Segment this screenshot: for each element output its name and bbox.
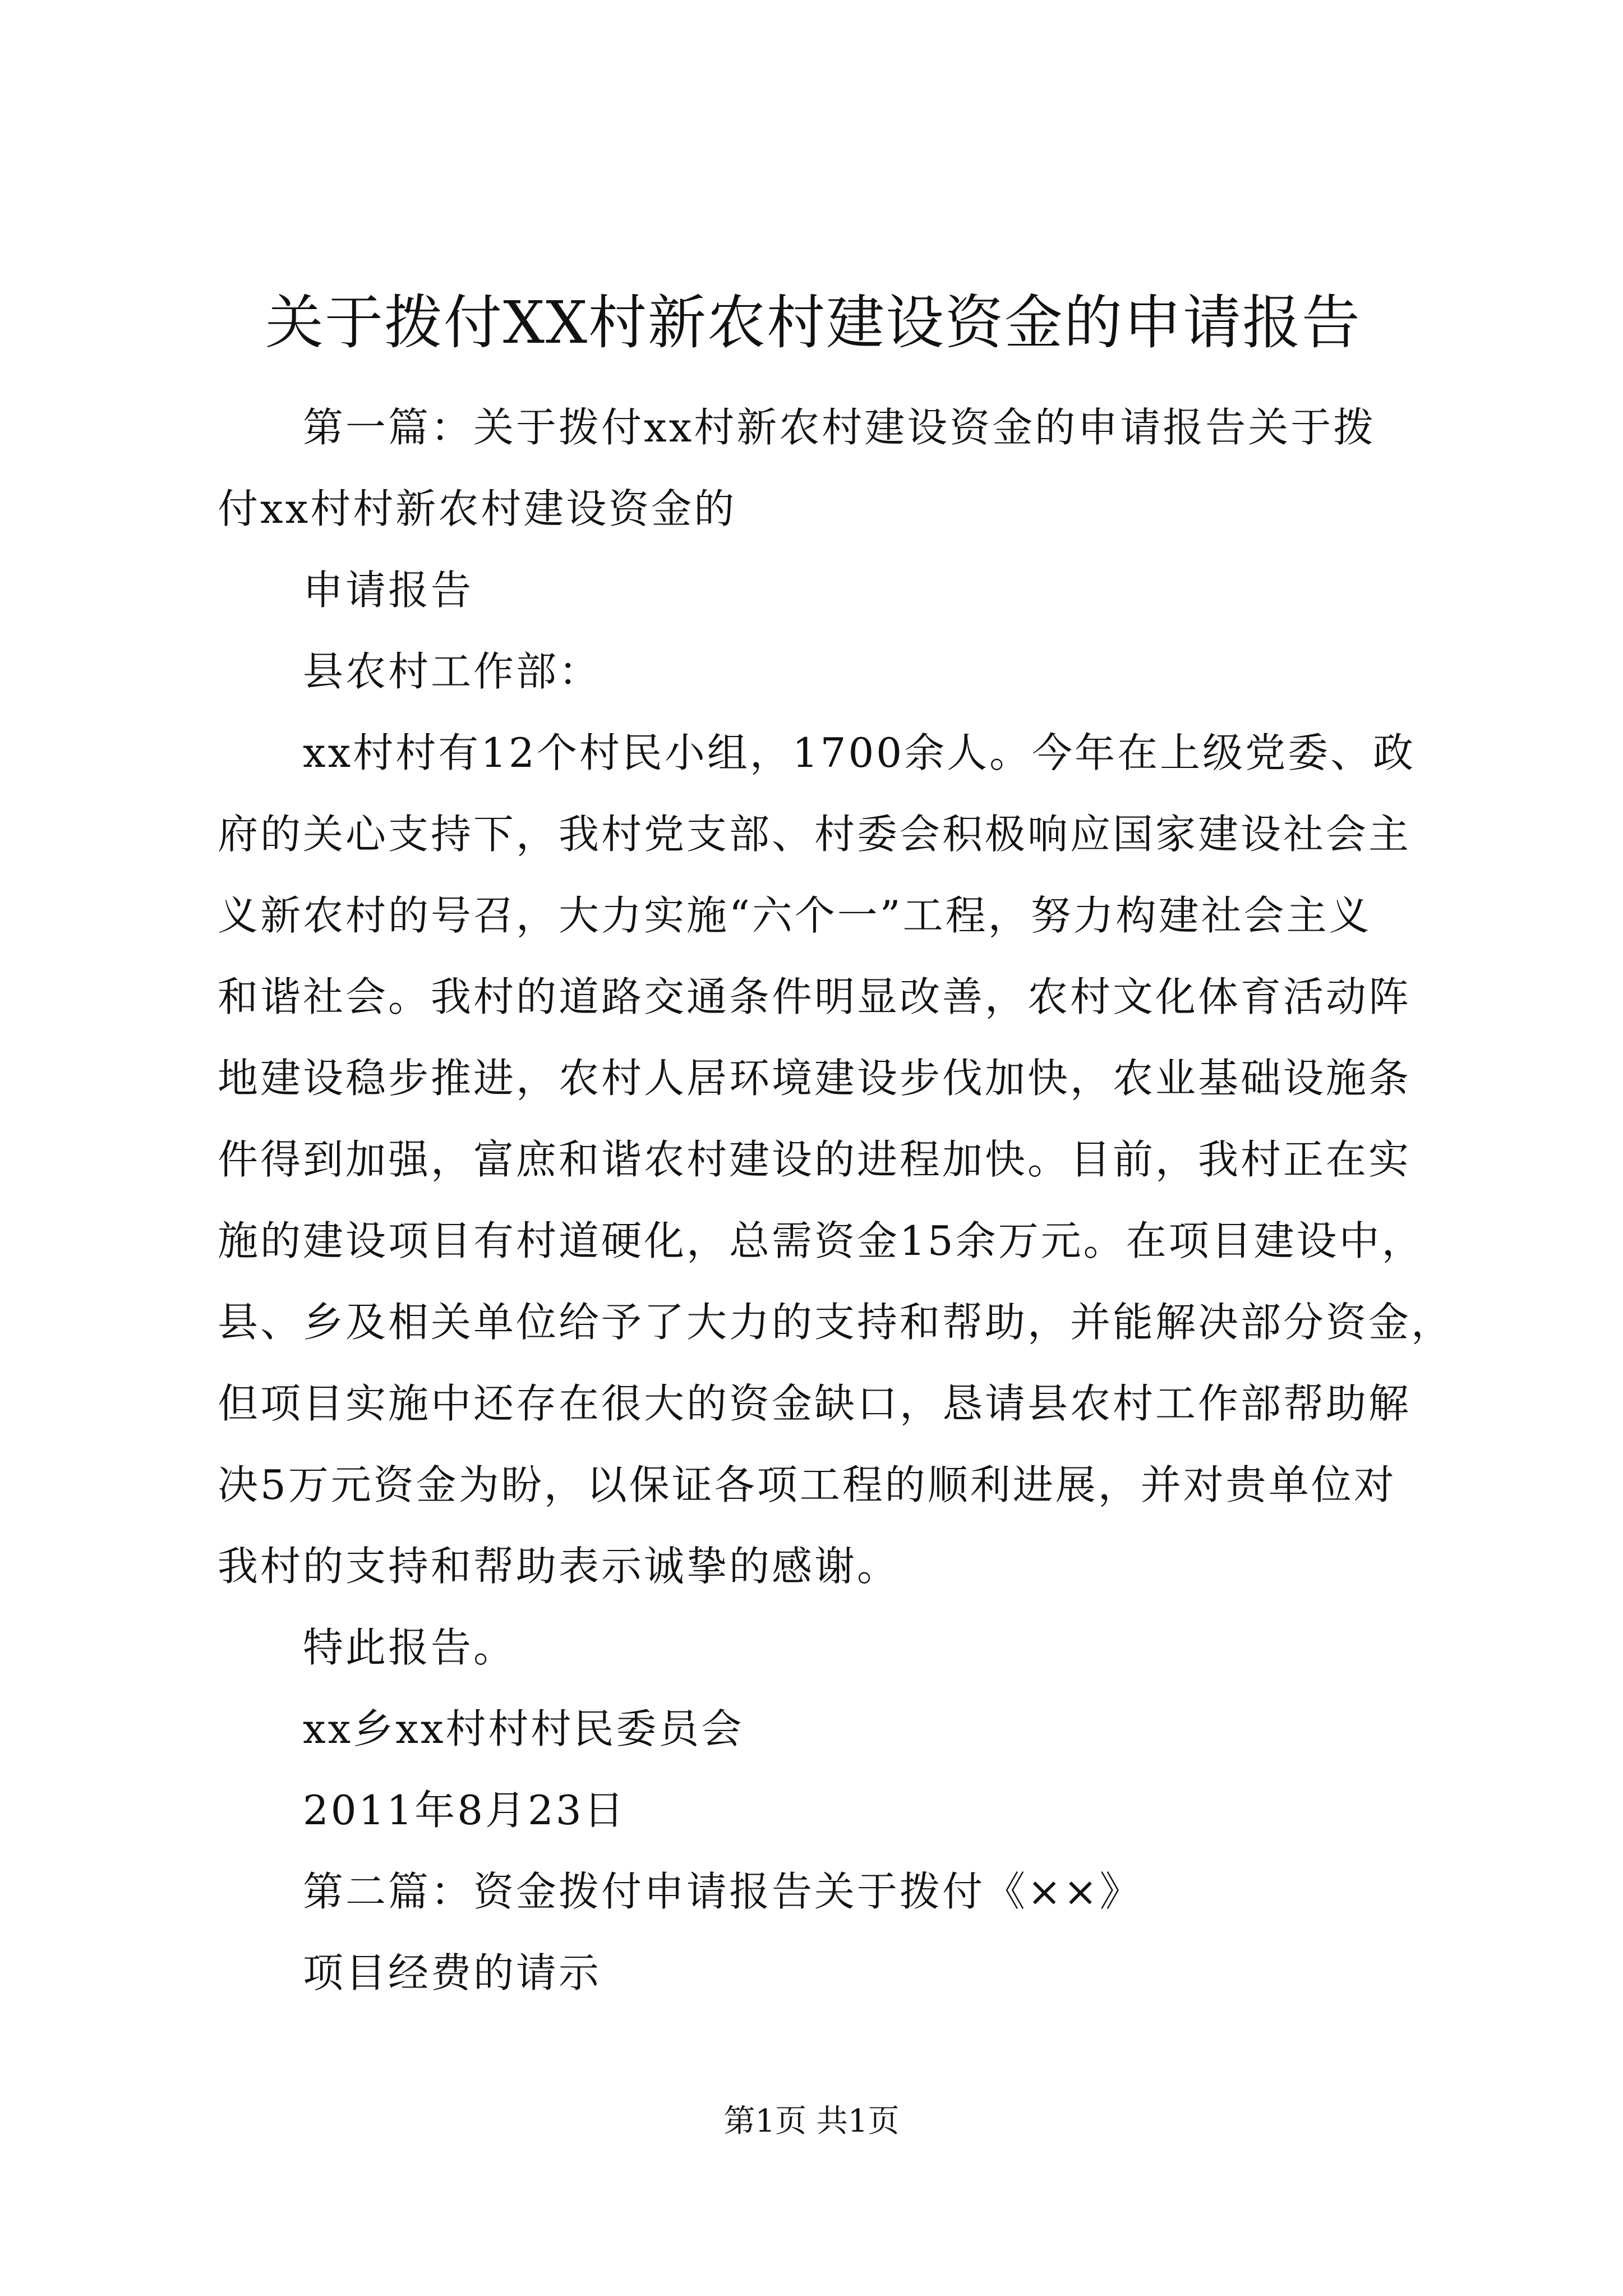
text-line: 项目经费的请示 (303, 1949, 602, 1996)
text-line: 县农村工作部： (303, 648, 602, 695)
text-line: 我村的支持和帮助表示诚挚的感谢。 (218, 1543, 900, 1590)
text-line: 特此报告。 (303, 1624, 517, 1671)
text-line: xx村村有12个村民小组，1700余人。今年在上级党委、政 (303, 729, 1416, 776)
text-line: 施的建设项目有村道硬化，总需资金15余万元。在项目建设中， (218, 1217, 1424, 1264)
text-line: 义新农村的号召，大力实施“六个一”工程，努力构建社会主义 (218, 892, 1372, 939)
text-line: 付xx村村新农村建设资金的 (218, 485, 737, 532)
text-line: 第二篇：资金拨付申请报告关于拨付《××》 (303, 1868, 1142, 1915)
text-line: 件得到加强，富庶和谐农村建设的进程加快。目前，我村正在实 (218, 1136, 1412, 1183)
text-line: 府的关心支持下，我村党支部、村委会积极响应国家建设社会主 (218, 811, 1412, 858)
text-line: 和谐社会。我村的道路交通条件明显改善，农村文化体育活动阵 (218, 973, 1412, 1020)
text-line: 但项目实施中还存在很大的资金缺口，恳请县农村工作部帮助解 (218, 1380, 1412, 1427)
text-line: 2011年8月23日 (303, 1787, 626, 1834)
text-line: xx乡xx村村村民委员会 (303, 1705, 744, 1752)
text-line: 第一篇：关于拨付xx村新农村建设资金的申请报告关于拨 (303, 404, 1376, 451)
document-title: 关于拨付XX村新农村建设资金的申请报告 (265, 288, 1362, 357)
text-line: 决5万元资金为盼，以保证各项工程的顺利进展，并对贵单位对 (218, 1461, 1396, 1508)
text-line: 地建设稳步推进，农村人居环境建设步伐加快，农业基础设施条 (218, 1055, 1412, 1102)
document-body (218, 387, 1454, 2014)
page-footer: 第1页 共1页 (723, 2103, 900, 2139)
text-line: 县、乡及相关单位给予了大力的支持和帮助，并能解决部分资金， (218, 1299, 1454, 1346)
text-line: 申请报告 (303, 567, 474, 614)
